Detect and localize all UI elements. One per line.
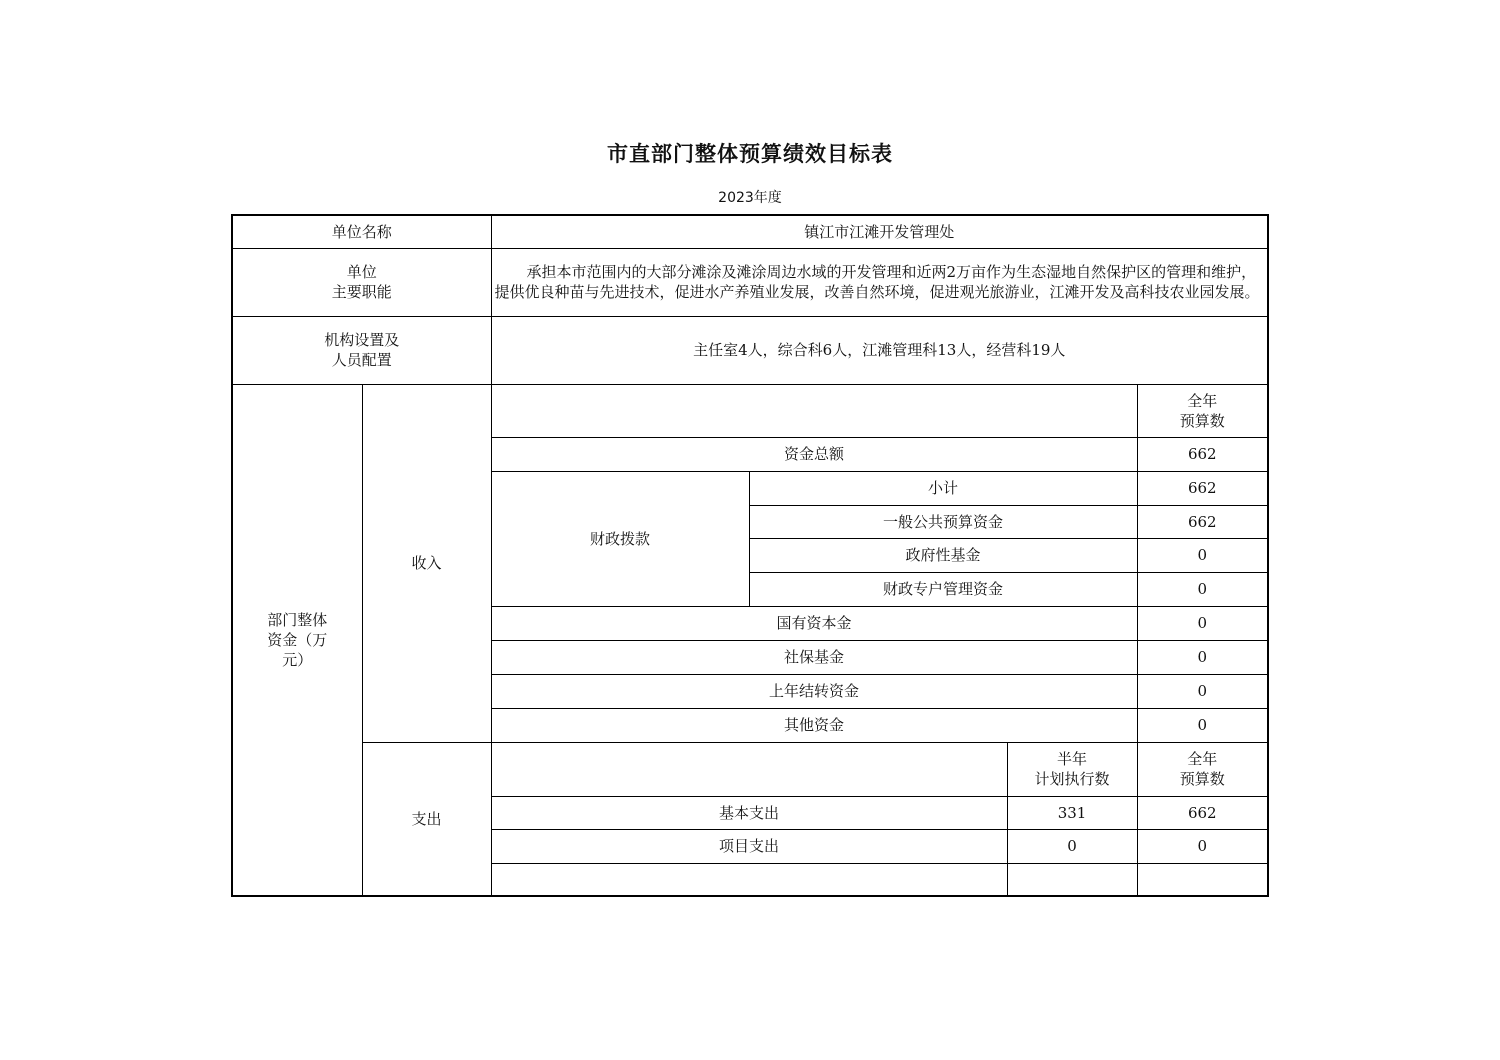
expense-header-blank <box>491 742 1007 796</box>
expense-row-half: 0 <box>1007 829 1137 863</box>
other-row-label: 其他资金 <box>491 708 1137 742</box>
page-title: 市直部门整体预算绩效目标表 <box>607 142 893 166</box>
expense-header-half-year: 半年 计划执行数 <box>1007 742 1137 796</box>
other-row-value: 0 <box>1137 640 1268 674</box>
duty-row <box>232 248 1268 316</box>
expense-row-half: 331 <box>1007 796 1137 829</box>
unit-name-label: 单位名称 <box>232 215 491 248</box>
funds-label: 部门整体 资金（万 元） <box>232 384 362 896</box>
fiscal-row-label: 财政专户管理资金 <box>749 572 1137 606</box>
fiscal-label: 财政拨款 <box>491 471 749 606</box>
expense-header-row <box>232 742 1268 796</box>
fiscal-row-value: 0 <box>1137 538 1268 572</box>
fiscal-row-value: 0 <box>1137 572 1268 606</box>
expense-header-full-year: 全年 预算数 <box>1137 742 1268 796</box>
expense-row-full: 662 <box>1137 796 1268 829</box>
expense-label: 支出 <box>362 742 491 896</box>
org-row <box>232 316 1268 384</box>
fiscal-row-label: 一般公共预算资金 <box>749 505 1137 538</box>
fiscal-row-value: 662 <box>1137 471 1268 505</box>
fiscal-row-label: 小计 <box>749 471 1137 505</box>
expense-row-full: 0 <box>1137 829 1268 863</box>
total-value: 662 <box>1137 437 1268 471</box>
expense-row-label: 基本支出 <box>491 796 1007 829</box>
budget-performance-table <box>231 214 1269 897</box>
income-header-row <box>232 384 1268 437</box>
fiscal-row-label: 政府性基金 <box>749 538 1137 572</box>
other-row-value: 0 <box>1137 674 1268 708</box>
expense-row-label: 项目支出 <box>491 829 1007 863</box>
income-header-full-year: 全年 预算数 <box>1137 384 1268 437</box>
total-label: 资金总额 <box>491 437 1137 471</box>
org-label: 机构设置及 人员配置 <box>232 316 491 384</box>
duty-label: 单位 主要职能 <box>232 248 491 316</box>
year-label: 2023年度 <box>718 190 782 206</box>
income-header-blank <box>491 384 1137 437</box>
expense-row-label <box>491 863 1007 896</box>
expense-row-full <box>1137 863 1268 896</box>
other-row-value: 0 <box>1137 606 1268 640</box>
income-label: 收入 <box>362 384 491 742</box>
fiscal-row-value: 662 <box>1137 505 1268 538</box>
duty-value: 承担本市范围内的大部分滩涂及滩涂周边水域的开发管理和近两2万亩作为生态湿地自然保护区的管理和维护，提供优良种苗与先进技术，促进水产养殖业发展，改善自然环境，促进观光旅游业，江滩开发及高科技农业园发展。 <box>491 248 1268 316</box>
other-row-label: 社保基金 <box>491 640 1137 674</box>
unit-name-row <box>232 215 1268 248</box>
org-value: 主任室4人，综合科6人，江滩管理科13人，经营科19人 <box>491 316 1268 384</box>
unit-name-value: 镇江市江滩开发管理处 <box>491 215 1268 248</box>
other-row-value: 0 <box>1137 708 1268 742</box>
expense-row-half <box>1007 863 1137 896</box>
other-row-label: 上年结转资金 <box>491 674 1137 708</box>
other-row-label: 国有资本金 <box>491 606 1137 640</box>
